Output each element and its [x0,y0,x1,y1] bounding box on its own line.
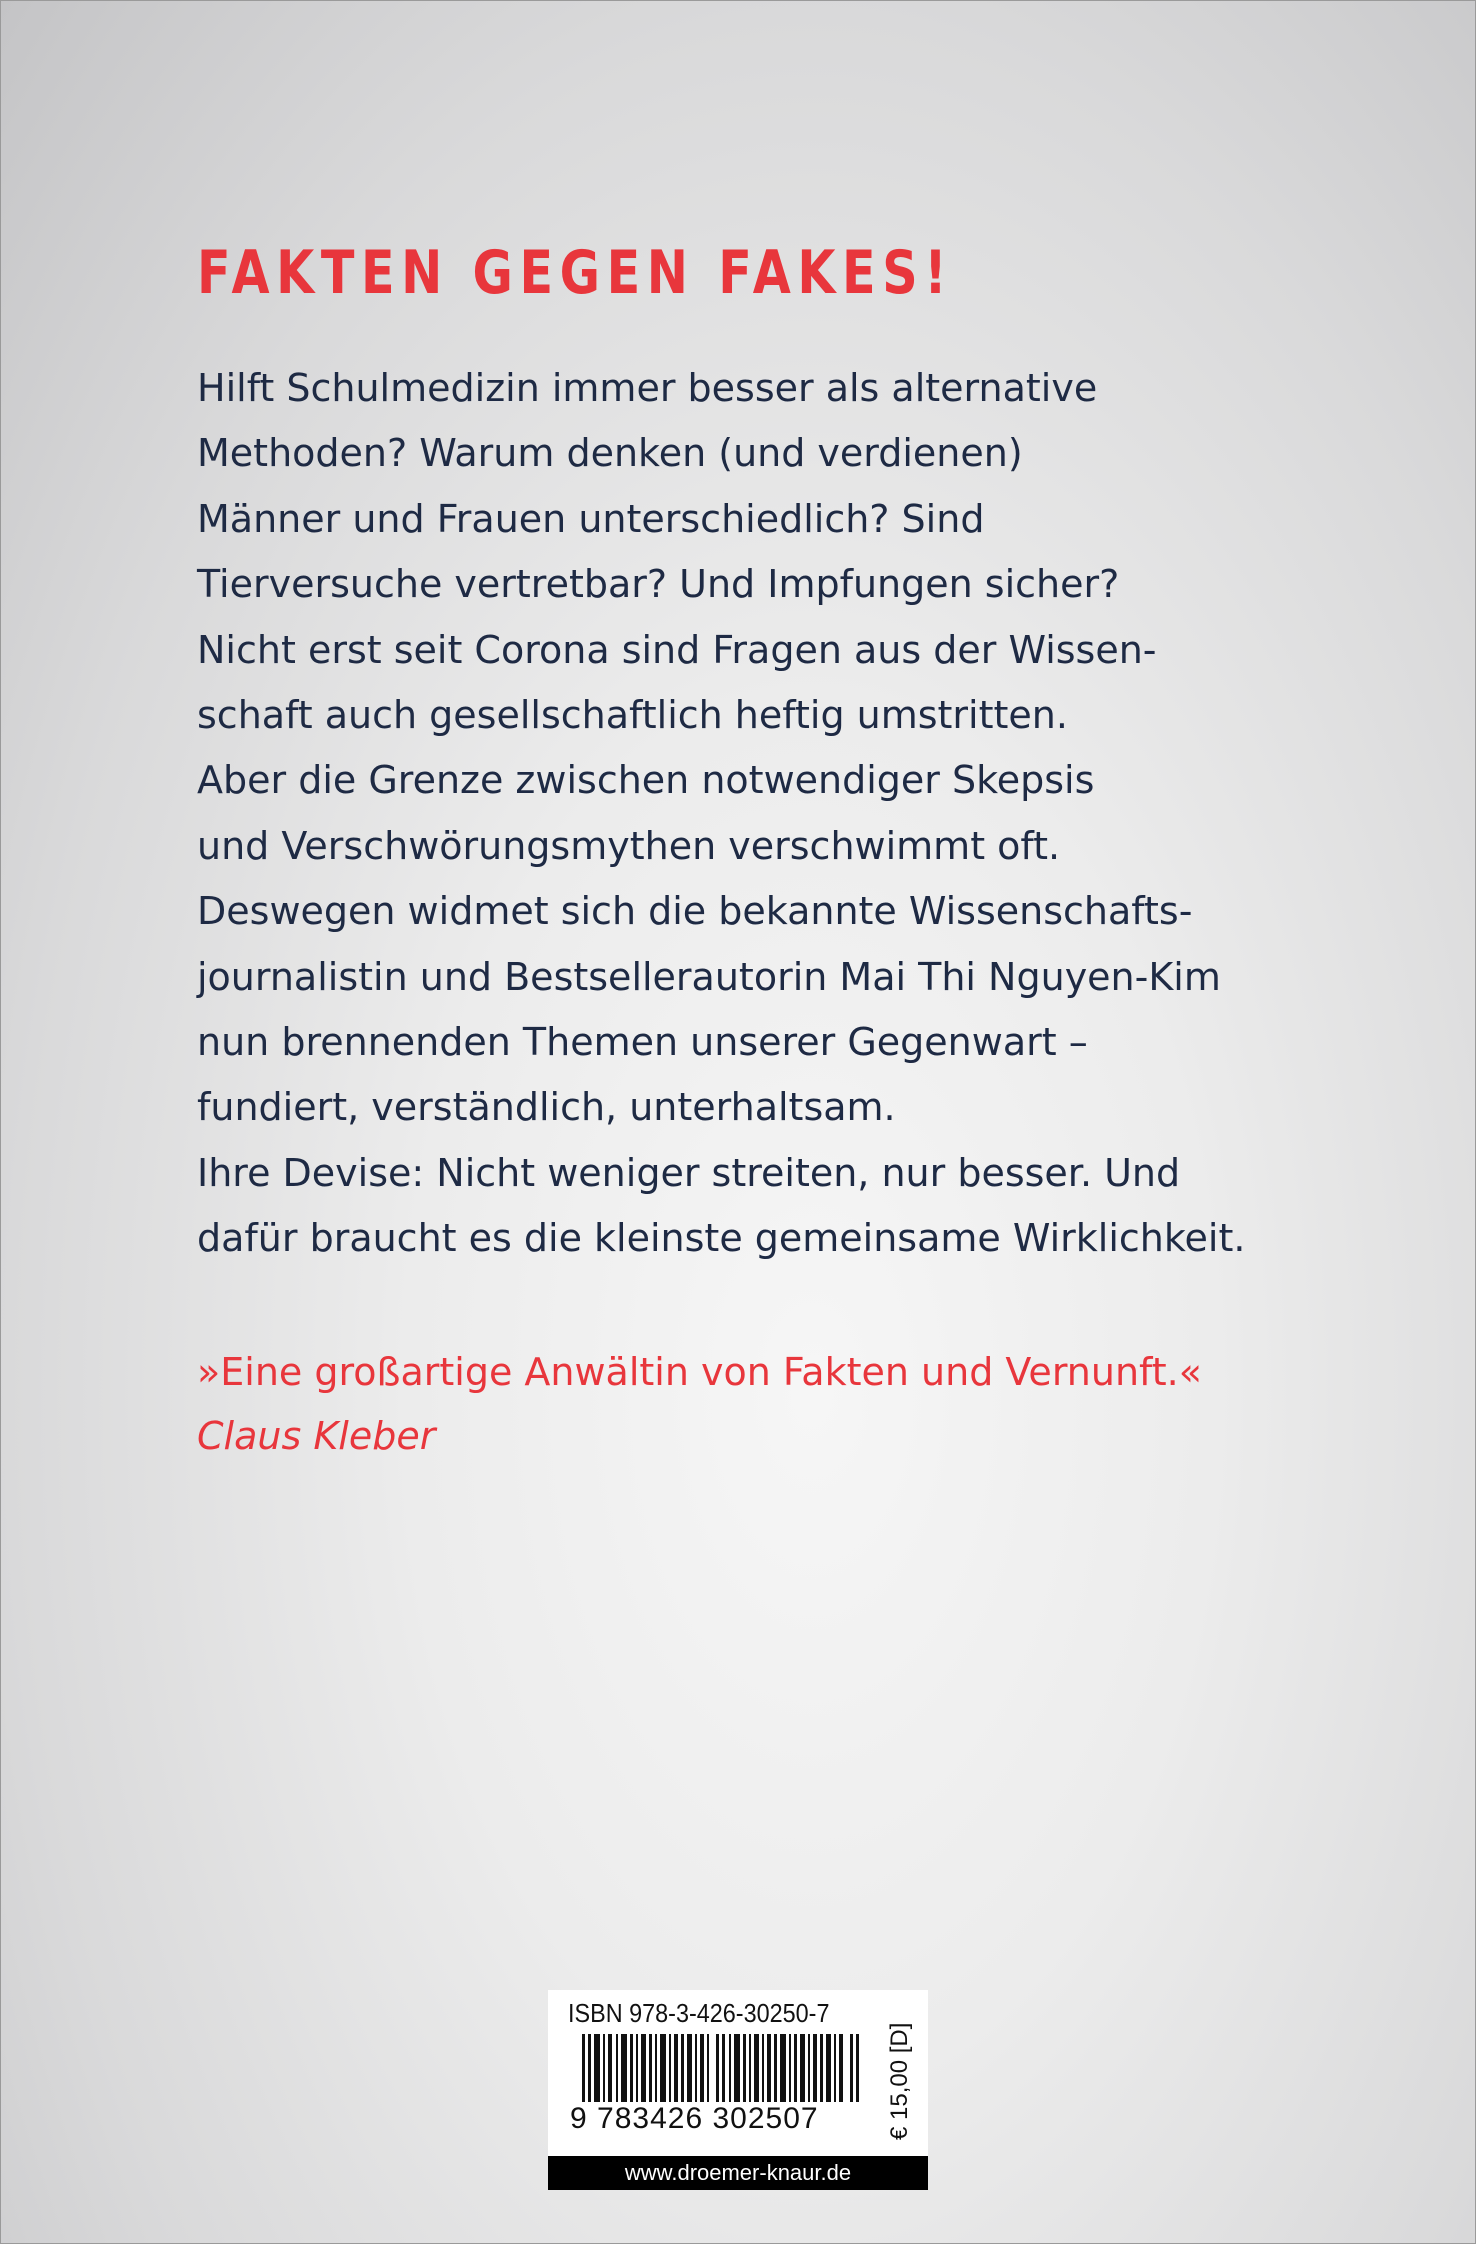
blurb-line: fundiert, verständlich, unterhaltsam. [197,1085,896,1130]
blurb-line: nun brennenden Themen unserer Gegenwart – [197,1020,1088,1065]
blurb-line: Deswegen widmet sich die bekannte Wissenschafts- [197,889,1193,934]
blurb-text [197,356,1245,1272]
blurb-line: Ihre Devise: Nicht weniger streiten, nur besser. Und [197,1150,1181,1195]
blurb-line: Tierversuche vertretbar? Und Impfungen sicher? [197,562,1120,607]
headline: FAKTEN GEGEN FAKES! [197,238,954,308]
blurb-line: Hilft Schulmedizin immer besser als alternative [197,366,1098,410]
blurb-line: und Verschwörungsmythen verschwimmt oft. [197,823,1061,868]
isbn-label: ISBN 978-3-426-30250-7 [568,1998,830,2028]
blurb-line: Nicht erst seit Corona sind Fragen aus der Wissen- [197,627,1157,672]
barcode-block [548,1990,928,2156]
blurb-line: dafür braucht es die kleinste gemeinsame Wirklichkeit. [197,1216,1246,1261]
blurb-line: Männer und Frauen unterschiedlich? Sind [197,496,985,541]
review-quote: »Eine großartige Anwältin von Fakten und Vernunft.« [197,1350,1202,1394]
publisher-website: www.droemer-knaur.de [548,2156,928,2190]
price-label: € 15,00 [D] [886,2022,913,2140]
blurb-line: schaft auch gesellschaftlich heftig umstritten. [197,693,1068,738]
blurb-line: journalistin und Bestsellerautorin Mai Thi Nguyen-Kim [197,954,1221,999]
barcode-digits: 9 783426 302507 [570,2102,890,2136]
quote-author: Claus Kleber [197,1414,436,1458]
blurb-line: Methoden? Warum denken (und verdienen) [197,431,1023,476]
blurb-line: Aber die Grenze zwischen notwendiger Skepsis [197,758,1095,803]
